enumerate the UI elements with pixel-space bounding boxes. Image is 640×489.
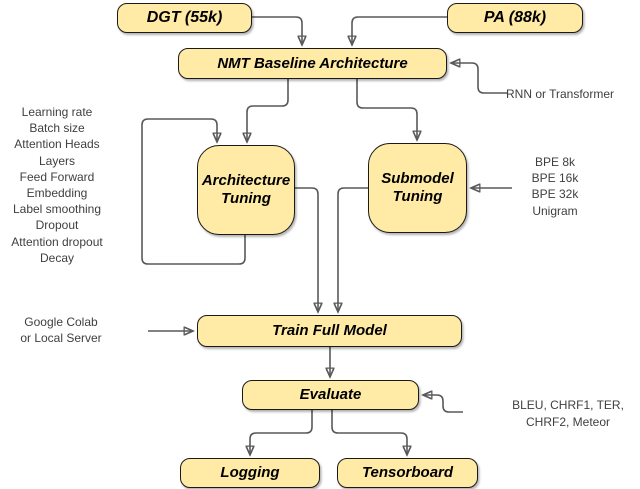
hyperparameter-item: Layers	[38, 153, 76, 168]
node-evaluate: Evaluate	[242, 380, 419, 410]
node-tensorboard: Tensorboard	[337, 458, 478, 488]
compute-environment-line: or Local Server	[20, 331, 102, 346]
arrow-evaluate-to-tensorboard	[332, 410, 407, 455]
hyperparameter-item: Batch size	[29, 121, 85, 136]
arrow-nmt-to-architecture-tuning	[247, 79, 288, 142]
hyperparameter-item: Decay	[39, 250, 74, 265]
architecture-options-label: RNN or Transformer	[506, 87, 615, 101]
node-logging: Logging	[180, 458, 320, 488]
hyperparameter-item: Embedding	[26, 186, 88, 201]
arrow-dgt-to-nmt	[252, 17, 302, 45]
hyperparameter-item: Learning rate	[21, 105, 93, 119]
node-dgt: DGT (55k)	[117, 3, 252, 33]
subword-options-list	[505, 154, 605, 219]
evaluation-metrics-label	[490, 397, 640, 431]
arrow-metrics-label-to-evaluate	[423, 395, 463, 412]
node-submodel-tuning: Submodel Tuning	[368, 143, 467, 233]
arrow-submodel-tuning-to-train	[338, 188, 368, 312]
subword-option-item: BPE 32k	[531, 187, 579, 202]
hyperparameter-item: Dropout	[35, 218, 79, 233]
hyperparameter-item: Feed Forward	[19, 169, 95, 184]
node-train-full-model: Train Full Model	[197, 315, 462, 347]
subword-option-item: BPE 16k	[531, 171, 579, 186]
arrow-architecture-tuning-to-train	[295, 188, 318, 312]
arrow-rnn-label-to-nmt	[451, 63, 508, 93]
compute-environment-label	[5, 314, 117, 346]
evaluation-metrics-line: BLEU, CHRF1, TER,	[512, 398, 624, 412]
compute-environment-line: Google Colab	[24, 315, 98, 329]
node-architecture-tuning: Architecture Tuning	[197, 145, 295, 235]
hyperparameter-item: Label smoothing	[12, 202, 102, 217]
arrow-nmt-to-submodel-tuning	[357, 79, 417, 140]
hyperparameter-item: Attention dropout	[11, 234, 103, 249]
subword-option-item: Unigram	[532, 203, 578, 218]
hyperparameter-item: Attention Heads	[14, 137, 100, 152]
node-pa: PA (88k)	[447, 3, 583, 33]
hyperparameters-list	[0, 104, 114, 266]
node-nmt-baseline-architecture: NMT Baseline Architecture	[178, 48, 447, 79]
arrow-evaluate-to-logging	[250, 410, 312, 455]
evaluation-metrics-line: CHRF2, Meteor	[525, 415, 611, 429]
arrow-pa-to-nmt	[352, 17, 447, 45]
subword-option-item: BPE 8k	[534, 155, 576, 169]
